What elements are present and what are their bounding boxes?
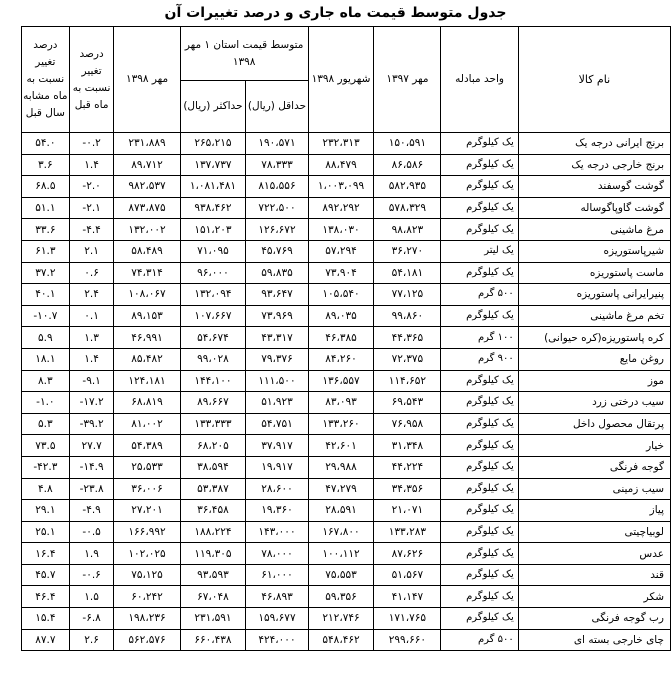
table-row — [22, 500, 671, 522]
cell-max: ۹۹،۰۲۸ — [180, 348, 246, 370]
cell-mehr97: ۱۱۴،۶۵۲ — [374, 370, 441, 392]
cell-pct-month: ۱۴.۹- — [69, 456, 114, 478]
cell-mehr98: ۶۰،۲۴۲ — [114, 586, 180, 608]
cell-pct-year: ۴.۸ — [22, 478, 70, 500]
table-row — [22, 564, 671, 586]
cell-min: ۱۹،۹۱۷ — [246, 456, 308, 478]
cell-shahrivar98: ۷۵،۵۵۳ — [308, 564, 374, 586]
cell-pct-month: ۲.۰- — [69, 176, 114, 198]
cell-unit: یک کیلوگرم — [441, 413, 518, 435]
cell-mehr98: ۱۳۲،۰۰۲ — [114, 219, 180, 241]
cell-mehr97: ۷۲،۳۷۵ — [374, 348, 441, 370]
cell-unit: یک کیلوگرم — [441, 543, 518, 565]
table-row — [22, 176, 671, 198]
cell-mehr97: ۱۵۰،۵۹۱ — [374, 133, 441, 155]
cell-mehr98: ۴۶،۹۹۱ — [114, 327, 180, 349]
cell-pct-month: ۰.۵- — [69, 521, 114, 543]
cell-name: روغن مایع — [518, 348, 670, 370]
table-row — [22, 586, 671, 608]
cell-mehr97: ۳۱،۳۴۸ — [374, 435, 441, 457]
cell-max: ۳۸،۵۹۴ — [180, 456, 246, 478]
cell-unit: یک کیلوگرم — [441, 521, 518, 543]
cell-mehr97: ۱۷۱،۷۶۵ — [374, 608, 441, 630]
cell-mehr97: ۳۶،۲۷۰ — [374, 240, 441, 262]
cell-max: ۱۴۴،۱۰۰ — [180, 370, 246, 392]
cell-mehr98: ۲۳۱،۸۸۹ — [114, 133, 180, 155]
cell-max: ۶۸،۲۰۵ — [180, 435, 246, 457]
cell-min: ۷۹،۳۷۶ — [246, 348, 308, 370]
cell-min: ۴۳،۳۱۷ — [246, 327, 308, 349]
cell-name: خیار — [518, 435, 670, 457]
cell-name: سیب درختی زرد — [518, 392, 670, 414]
cell-name: قند — [518, 564, 670, 586]
cell-unit: ۵۰۰ گرم — [441, 284, 518, 306]
cell-max: ۶۷،۰۴۸ — [180, 586, 246, 608]
table-row — [22, 240, 671, 262]
cell-min: ۷۲۲،۵۰۰ — [246, 197, 308, 219]
cell-shahrivar98: ۲۳۲،۳۱۳ — [308, 133, 374, 155]
cell-pct-year: ۳۳.۶ — [22, 219, 70, 241]
table-row — [22, 392, 671, 414]
cell-shahrivar98: ۵۴۸،۴۶۲ — [308, 629, 374, 651]
cell-unit: یک کیلوگرم — [441, 608, 518, 630]
cell-unit: ۹۰۰ گرم — [441, 348, 518, 370]
cell-unit: یک کیلوگرم — [441, 154, 518, 176]
cell-mehr97: ۷۷،۱۲۵ — [374, 284, 441, 306]
cell-mehr98: ۵۶۲،۵۷۶ — [114, 629, 180, 651]
cell-pct-year: ۴۲.۳- — [22, 456, 70, 478]
table-row — [22, 478, 671, 500]
cell-shahrivar98: ۷۳،۹۰۴ — [308, 262, 374, 284]
cell-mehr98: ۸۱،۰۰۲ — [114, 413, 180, 435]
cell-pct-month: ۴.۴- — [69, 219, 114, 241]
cell-name: عدس — [518, 543, 670, 565]
cell-mehr97: ۴۱،۱۴۷ — [374, 586, 441, 608]
cell-max: ۹۶،۰۰۰ — [180, 262, 246, 284]
cell-min: ۴۵،۷۶۹ — [246, 240, 308, 262]
cell-unit: یک کیلوگرم — [441, 305, 518, 327]
cell-unit: یک لیتر — [441, 240, 518, 262]
table-row — [22, 348, 671, 370]
cell-pct-month: ۰.۶- — [69, 564, 114, 586]
cell-mehr97: ۹۸،۸۲۳ — [374, 219, 441, 241]
cell-unit: یک کیلوگرم — [441, 370, 518, 392]
cell-pct-month: ۴.۹- — [69, 500, 114, 522]
cell-mehr97: ۵۱،۵۶۷ — [374, 564, 441, 586]
cell-pct-month: ۰.۱ — [69, 305, 114, 327]
cell-pct-year: ۵.۳ — [22, 413, 70, 435]
cell-shahrivar98: ۱۰۵،۵۴۰ — [308, 284, 374, 306]
cell-mehr98: ۶۸،۸۱۹ — [114, 392, 180, 414]
cell-max: ۱،۰۸۱،۴۸۱ — [180, 176, 246, 198]
cell-min: ۳۷،۹۱۷ — [246, 435, 308, 457]
cell-min: ۴۶،۸۹۳ — [246, 586, 308, 608]
cell-pct-year: ۸.۳ — [22, 370, 70, 392]
cell-mehr97: ۵۷۸،۳۲۹ — [374, 197, 441, 219]
cell-pct-year: ۱۰.۷- — [22, 305, 70, 327]
cell-mehr98: ۵۴،۳۸۹ — [114, 435, 180, 457]
cell-max: ۹۳،۵۹۳ — [180, 564, 246, 586]
cell-pct-month: ۹.۱- — [69, 370, 114, 392]
cell-mehr98: ۱۶۶،۹۹۲ — [114, 521, 180, 543]
cell-name: پیاز — [518, 500, 670, 522]
cell-min: ۱۹۰،۵۷۱ — [246, 133, 308, 155]
cell-min: ۱۴۳،۰۰۰ — [246, 521, 308, 543]
page-title: جدول متوسط قیمت ماه جاری و درصد تغییرات آن — [164, 5, 507, 21]
cell-max: ۱۳۳،۳۳۳ — [180, 413, 246, 435]
cell-unit: یک کیلوگرم — [441, 586, 518, 608]
cell-name: رب گوجه فرنگی — [518, 608, 670, 630]
cell-min: ۵۹،۸۳۵ — [246, 262, 308, 284]
cell-pct-year: ۱۵.۴ — [22, 608, 70, 630]
cell-min: ۱۹،۳۶۰ — [246, 500, 308, 522]
cell-shahrivar98: ۲۱۲،۷۴۶ — [308, 608, 374, 630]
cell-max: ۸۹،۶۶۷ — [180, 392, 246, 414]
header-pct-year: درصد تغییر نسبت به ماه مشابه سال قبل — [22, 27, 70, 133]
table-row — [22, 133, 671, 155]
cell-pct-year: ۲۹.۱ — [22, 500, 70, 522]
cell-min: ۵۱،۹۲۳ — [246, 392, 308, 414]
cell-unit: ۱۰۰ گرم — [441, 327, 518, 349]
cell-mehr98: ۹۸۲،۵۳۷ — [114, 176, 180, 198]
cell-max: ۷۱،۰۹۵ — [180, 240, 246, 262]
cell-max: ۶۶۰،۴۳۸ — [180, 629, 246, 651]
table-row — [22, 154, 671, 176]
cell-max: ۱۳۲،۰۹۴ — [180, 284, 246, 306]
cell-pct-year: ۵۴.۰ — [22, 133, 70, 155]
cell-mehr97: ۸۶،۵۸۶ — [374, 154, 441, 176]
cell-min: ۸۱۵،۵۵۶ — [246, 176, 308, 198]
table-row — [22, 305, 671, 327]
cell-unit: یک کیلوگرم — [441, 197, 518, 219]
table-row — [22, 284, 671, 306]
cell-pct-month: ۱.۹ — [69, 543, 114, 565]
cell-shahrivar98: ۴۷،۲۷۹ — [308, 478, 374, 500]
table-row — [22, 608, 671, 630]
cell-shahrivar98: ۱۳۸،۰۳۰ — [308, 219, 374, 241]
cell-shahrivar98: ۴۶،۳۸۵ — [308, 327, 374, 349]
cell-mehr98: ۵۸،۴۸۹ — [114, 240, 180, 262]
cell-pct-year: ۲۵.۱ — [22, 521, 70, 543]
cell-name: گوشت گوسفند — [518, 176, 670, 198]
cell-name: گوجه فرنگی — [518, 456, 670, 478]
cell-pct-month: ۶.۸- — [69, 608, 114, 630]
cell-unit: یک کیلوگرم — [441, 435, 518, 457]
cell-shahrivar98: ۱۶۷،۸۰۰ — [308, 521, 374, 543]
cell-name: ماست پاستوریزه — [518, 262, 670, 284]
cell-max: ۱۵۱،۲۰۳ — [180, 219, 246, 241]
cell-unit: یک کیلوگرم — [441, 219, 518, 241]
cell-name: لوبیاچیتی — [518, 521, 670, 543]
cell-min: ۷۸،۳۳۳ — [246, 154, 308, 176]
cell-mehr98: ۱۰۲،۰۲۵ — [114, 543, 180, 565]
cell-name: برنج خارجی درجه یک — [518, 154, 670, 176]
cell-min: ۷۳،۹۶۹ — [246, 305, 308, 327]
cell-max: ۲۳۱،۵۹۱ — [180, 608, 246, 630]
cell-mehr97: ۸۷،۶۲۶ — [374, 543, 441, 565]
cell-pct-month: ۱.۴ — [69, 348, 114, 370]
cell-pct-year: ۵۱.۱ — [22, 197, 70, 219]
cell-shahrivar98: ۵۹،۳۵۶ — [308, 586, 374, 608]
cell-mehr98: ۳۶،۰۰۶ — [114, 478, 180, 500]
cell-mehr97: ۴۴،۳۶۵ — [374, 327, 441, 349]
cell-mehr98: ۸۵،۴۸۲ — [114, 348, 180, 370]
cell-pct-month: ۱۷.۲- — [69, 392, 114, 414]
cell-max: ۳۶،۴۵۸ — [180, 500, 246, 522]
cell-shahrivar98: ۴۲،۶۰۱ — [308, 435, 374, 457]
table-row — [22, 262, 671, 284]
table-body — [22, 133, 671, 651]
table-row — [22, 219, 671, 241]
cell-mehr98: ۱۲۴،۱۸۱ — [114, 370, 180, 392]
cell-pct-year: ۵.۹ — [22, 327, 70, 349]
cell-mehr97: ۶۹،۵۴۳ — [374, 392, 441, 414]
cell-pct-year: ۴۰.۱ — [22, 284, 70, 306]
cell-shahrivar98: ۱۳۶،۵۵۷ — [308, 370, 374, 392]
cell-pct-month: ۱.۴ — [69, 154, 114, 176]
cell-mehr98: ۲۷،۲۰۱ — [114, 500, 180, 522]
header-min: حداقل (ریال) — [246, 81, 308, 133]
cell-pct-year: ۳.۶ — [22, 154, 70, 176]
cell-mehr98: ۱۰۸،۰۶۷ — [114, 284, 180, 306]
cell-max: ۱۰۷،۶۶۷ — [180, 305, 246, 327]
cell-pct-year: ۴۵.۷ — [22, 564, 70, 586]
cell-name: شیرپاستوریزه — [518, 240, 670, 262]
cell-unit: یک کیلوگرم — [441, 456, 518, 478]
cell-pct-month: ۲.۱ — [69, 240, 114, 262]
cell-shahrivar98: ۸۹۲،۲۹۲ — [308, 197, 374, 219]
cell-pct-year: ۸۷.۷ — [22, 629, 70, 651]
cell-name: گوشت گاوپاگوساله — [518, 197, 670, 219]
cell-unit: یک کیلوگرم — [441, 500, 518, 522]
cell-max: ۲۶۵،۲۱۵ — [180, 133, 246, 155]
cell-mehr97: ۴۴،۲۲۴ — [374, 456, 441, 478]
cell-name: کره پاستوریزه(کره حیوانی) — [518, 327, 670, 349]
cell-name: موز — [518, 370, 670, 392]
cell-shahrivar98: ۱۳۳،۲۶۰ — [308, 413, 374, 435]
header-mehr98: مهر ۱۳۹۸ — [114, 27, 180, 133]
cell-mehr98: ۱۹۸،۲۳۶ — [114, 608, 180, 630]
cell-min: ۱۱۱،۵۰۰ — [246, 370, 308, 392]
cell-shahrivar98: ۸۳،۰۹۳ — [308, 392, 374, 414]
table-row — [22, 543, 671, 565]
cell-mehr98: ۸۷۳،۸۷۵ — [114, 197, 180, 219]
cell-pct-month: ۱.۳ — [69, 327, 114, 349]
cell-pct-month: ۲۷.۷ — [69, 435, 114, 457]
cell-unit: یک کیلوگرم — [441, 176, 518, 198]
header-pct-month: درصد تغییر نسبت به ماه قبل — [69, 27, 114, 133]
cell-mehr97: ۹۹،۸۶۰ — [374, 305, 441, 327]
cell-shahrivar98: ۸۸،۴۷۹ — [308, 154, 374, 176]
cell-mehr98: ۸۹،۱۵۳ — [114, 305, 180, 327]
cell-pct-year: ۷۳.۵ — [22, 435, 70, 457]
cell-mehr98: ۷۵،۱۲۵ — [114, 564, 180, 586]
table-row — [22, 327, 671, 349]
cell-pct-month: ۱.۵ — [69, 586, 114, 608]
cell-mehr98: ۲۵،۵۳۳ — [114, 456, 180, 478]
cell-shahrivar98: ۵۷،۲۹۴ — [308, 240, 374, 262]
cell-max: ۵۳،۳۸۷ — [180, 478, 246, 500]
cell-min: ۱۵۹،۶۷۷ — [246, 608, 308, 630]
cell-mehr97: ۵۸۲،۹۳۵ — [374, 176, 441, 198]
cell-pct-month: ۰.۲- — [69, 133, 114, 155]
cell-pct-year: ۴۶.۴ — [22, 586, 70, 608]
cell-pct-year: ۶۸.۵ — [22, 176, 70, 198]
header-max: حداکثر (ریال) — [180, 81, 246, 133]
cell-shahrivar98: ۲۹،۹۸۸ — [308, 456, 374, 478]
cell-unit: ۵۰۰ گرم — [441, 629, 518, 651]
cell-name: پرتقال محصول داخل — [518, 413, 670, 435]
header-shahrivar98: شهریور ۱۳۹۸ — [308, 27, 374, 133]
cell-pct-month: ۲.۱- — [69, 197, 114, 219]
cell-min: ۵۴،۷۵۱ — [246, 413, 308, 435]
cell-mehr97: ۳۴،۳۵۶ — [374, 478, 441, 500]
cell-max: ۱۱۹،۳۰۵ — [180, 543, 246, 565]
table-row — [22, 197, 671, 219]
cell-name: برنج ایرانی درجه یک — [518, 133, 670, 155]
cell-name: تخم مرغ ماشینی — [518, 305, 670, 327]
cell-mehr97: ۱۳۳،۲۸۳ — [374, 521, 441, 543]
table-row — [22, 456, 671, 478]
table-row — [22, 521, 671, 543]
cell-mehr98: ۷۴،۳۱۴ — [114, 262, 180, 284]
header-unit: واحد مبادله — [441, 27, 518, 133]
table-row — [22, 370, 671, 392]
cell-name: سیب زمینی — [518, 478, 670, 500]
cell-unit: یک کیلوگرم — [441, 564, 518, 586]
cell-shahrivar98: ۱۰۰،۱۱۲ — [308, 543, 374, 565]
cell-shahrivar98: ۲۸،۵۹۱ — [308, 500, 374, 522]
cell-mehr98: ۸۹،۷۱۲ — [114, 154, 180, 176]
cell-pct-year: ۱.۰- — [22, 392, 70, 414]
cell-min: ۱۲۶،۶۷۲ — [246, 219, 308, 241]
cell-max: ۵۴،۶۷۴ — [180, 327, 246, 349]
cell-pct-year: ۳۷.۲ — [22, 262, 70, 284]
cell-name: مرغ ماشینی — [518, 219, 670, 241]
cell-pct-month: ۲۳.۸- — [69, 478, 114, 500]
cell-pct-year: ۶۱.۳ — [22, 240, 70, 262]
cell-mehr97: ۲۱،۰۷۱ — [374, 500, 441, 522]
header-province-group: متوسط قیمت استان ۱ مهر ۱۳۹۸ — [180, 27, 308, 81]
cell-shahrivar98: ۱،۰۰۳،۰۹۹ — [308, 176, 374, 198]
cell-unit: یک کیلوگرم — [441, 133, 518, 155]
cell-max: ۱۳۷،۷۳۷ — [180, 154, 246, 176]
table-row — [22, 413, 671, 435]
cell-pct-year: ۱۸.۱ — [22, 348, 70, 370]
cell-mehr97: ۵۴،۱۸۱ — [374, 262, 441, 284]
table-row — [22, 629, 671, 651]
cell-max: ۱۸۸،۲۲۴ — [180, 521, 246, 543]
cell-pct-year: ۱۶.۴ — [22, 543, 70, 565]
cell-min: ۲۸،۶۰۰ — [246, 478, 308, 500]
cell-mehr97: ۷۶،۹۵۸ — [374, 413, 441, 435]
cell-pct-month: ۳۹.۲- — [69, 413, 114, 435]
cell-min: ۷۸،۰۰۰ — [246, 543, 308, 565]
cell-max: ۹۳۸،۴۶۲ — [180, 197, 246, 219]
header-name: نام کالا — [518, 27, 670, 133]
cell-name: پنیرایرانی پاستوریزه — [518, 284, 670, 306]
cell-min: ۴۲۴،۰۰۰ — [246, 629, 308, 651]
cell-min: ۹۳،۶۴۷ — [246, 284, 308, 306]
cell-min: ۶۱،۰۰۰ — [246, 564, 308, 586]
header-mehr97: مهر ۱۳۹۷ — [374, 27, 441, 133]
cell-mehr97: ۲۹۹،۶۶۰ — [374, 629, 441, 651]
cell-name: چای خارجی بسته ای — [518, 629, 670, 651]
cell-shahrivar98: ۸۴،۲۶۰ — [308, 348, 374, 370]
price-table — [21, 26, 671, 651]
cell-name: شکر — [518, 586, 670, 608]
cell-shahrivar98: ۸۹،۰۳۵ — [308, 305, 374, 327]
table-row — [22, 435, 671, 457]
cell-pct-month: ۲.۴ — [69, 284, 114, 306]
cell-unit: یک کیلوگرم — [441, 262, 518, 284]
cell-pct-month: ۲.۶ — [69, 629, 114, 651]
cell-unit: یک کیلوگرم — [441, 392, 518, 414]
cell-pct-month: ۰.۶ — [69, 262, 114, 284]
cell-unit: یک کیلوگرم — [441, 478, 518, 500]
